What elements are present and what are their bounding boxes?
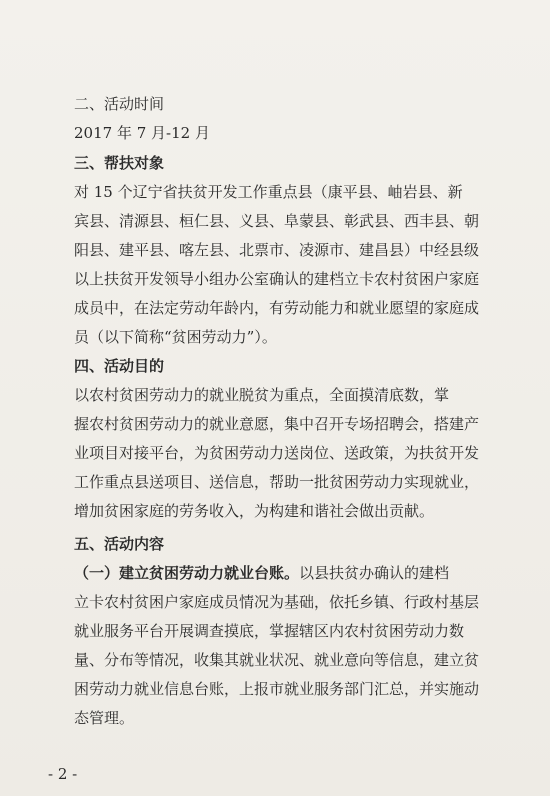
section-heading-target-group: 三、帮扶对象 [74, 154, 165, 172]
body-line: 态管理。 [74, 709, 135, 727]
activity-date: 2017 年 7 月-12 月 [74, 124, 210, 142]
body-line: 阳县、建平县、喀左县、北票市、凌源市、建昌县）中经县级 [74, 241, 480, 259]
body-line-item-one [74, 563, 484, 583]
body-line: 立卡农村贫困户家庭成员情况为基础，依托乡镇、行政村基层 [74, 593, 480, 611]
body-line: 以农村贫困劳动力的就业脱贫为重点，全面摸清底数，掌 [74, 386, 450, 404]
item-one-text: 以县扶贫办确认的建档 [299, 564, 450, 582]
section-heading-activity-time: 二、活动时间 [74, 95, 165, 113]
body-line: 增加贫困家庭的劳务收入，为构建和谐社会做出贡献。 [74, 502, 435, 520]
body-line: 员（以下简称“贫困劳动力”）。 [74, 328, 277, 346]
body-line: 量、分布等情况，收集其就业状况、就业意向等信息，建立贫 [74, 651, 480, 669]
section-heading-activity-purpose: 四、活动目的 [74, 357, 165, 375]
page-number: - 2 - [48, 765, 78, 783]
item-one-heading: （一）建立贫困劳动力就业台账。 [74, 564, 300, 582]
body-line: 对 15 个辽宁省扶贫开发工作重点县（康平县、岫岩县、新 [74, 183, 463, 201]
body-line: 业项目对接平台，为贫困劳动力送岗位、送政策，为扶贫开发 [74, 444, 480, 462]
body-line: 宾县、清源县、桓仁县、义县、阜蒙县、彰武县、西丰县、朝 [74, 212, 480, 230]
body-line: 握农村贫困劳动力的就业意愿，集中召开专场招聘会，搭建产 [74, 415, 480, 433]
body-line: 工作重点县送项目、送信息，帮助一批贫困劳动力实现就业， [74, 473, 480, 491]
body-line: 以上扶贫开发领导小组办公室确认的建档立卡农村贫困户家庭 [74, 270, 480, 288]
body-line: 成员中，在法定劳动年龄内，有劳动能力和就业愿望的家庭成 [74, 299, 480, 317]
body-line: 困劳动力就业信息台账，上报市就业服务部门汇总，并实施动 [74, 680, 480, 698]
section-heading-activity-content: 五、活动内容 [74, 535, 165, 553]
body-line: 就业服务平台开展调查摸底，掌握辖区内农村贫困劳动力数 [74, 622, 465, 640]
